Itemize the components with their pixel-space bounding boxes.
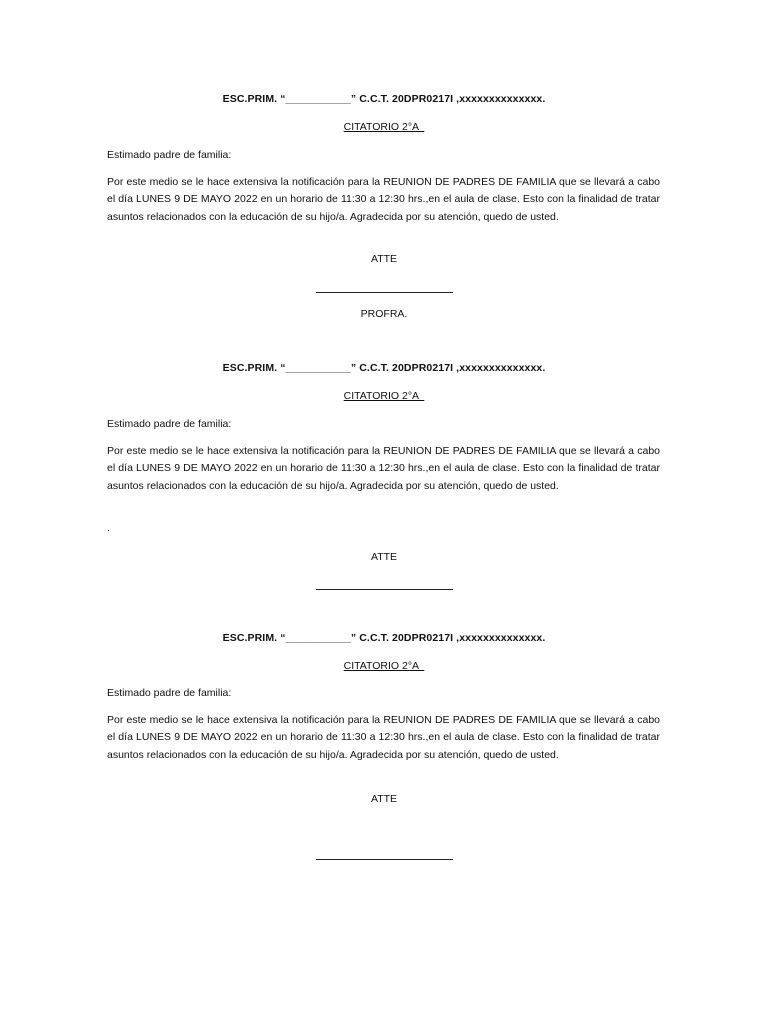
greeting: Estimado padre de familia: (107, 149, 232, 161)
school-header: ESC.PRIM. “___________” C.C.T. 20DPR0217I ,xxxxxxxxxxxxxx. (222, 362, 546, 374)
signature-line (316, 589, 453, 590)
greeting: Estimado padre de familia: (107, 687, 232, 699)
signature-line (316, 859, 453, 860)
atte-label: ATTE (370, 793, 398, 805)
notice-body: Por este medio se le hace extensiva la notificación para la REUNION DE PADRES DE FAMILIA que se llevará a cabo el día LUNES 9 DE MAYO 2022 en un horario de 11:30 a 12:30 hrs.,en el aula de clase. Esto con la finalidad de tratar asuntos relacionados con la educación de su hijo/a. Agradecida por su atención, quedo de usted. (107, 714, 660, 761)
stray-mark: . (107, 522, 110, 534)
citatorio-title (0, 121, 768, 133)
greeting: Estimado padre de familia: (107, 418, 232, 430)
atte-label: ATTE (370, 551, 398, 563)
notice-body: Por este medio se le hace extensiva la notificación para la REUNION DE PADRES DE FAMILIA que se llevará a cabo el día LUNES 9 DE MAYO 2022 en un horario de 11:30 a 12:30 hrs.,en el aula de clase. Esto con la finalidad de tratar asuntos relacionados con la educación de su hijo/a. Agradecida por su atención, quedo de usted. (107, 176, 660, 223)
citatorio-title (0, 660, 768, 672)
citatorio-title-text: CITATORIO 2°A (343, 121, 425, 133)
citatorio-title (0, 390, 768, 402)
signer-label: PROFRA. (360, 308, 408, 320)
notice-body: Por este medio se le hace extensiva la notificación para la REUNION DE PADRES DE FAMILIA que se llevará a cabo el día LUNES 9 DE MAYO 2022 en un horario de 11:30 a 12:30 hrs.,en el aula de clase. Esto con la finalidad de tratar asuntos relacionados con la educación de su hijo/a. Agradecida por su atención, quedo de usted. (107, 445, 660, 492)
school-header: ESC.PRIM. “___________” C.C.T. 20DPR0217I ,xxxxxxxxxxxxxx. (222, 93, 546, 105)
citatorio-title-text: CITATORIO 2°A (343, 390, 425, 402)
school-header: ESC.PRIM. “___________” C.C.T. 20DPR0217I ,xxxxxxxxxxxxxx. (222, 632, 546, 644)
citatorio-title-text: CITATORIO 2°A (343, 660, 425, 672)
signature-line (316, 292, 453, 293)
atte-label: ATTE (370, 253, 398, 265)
